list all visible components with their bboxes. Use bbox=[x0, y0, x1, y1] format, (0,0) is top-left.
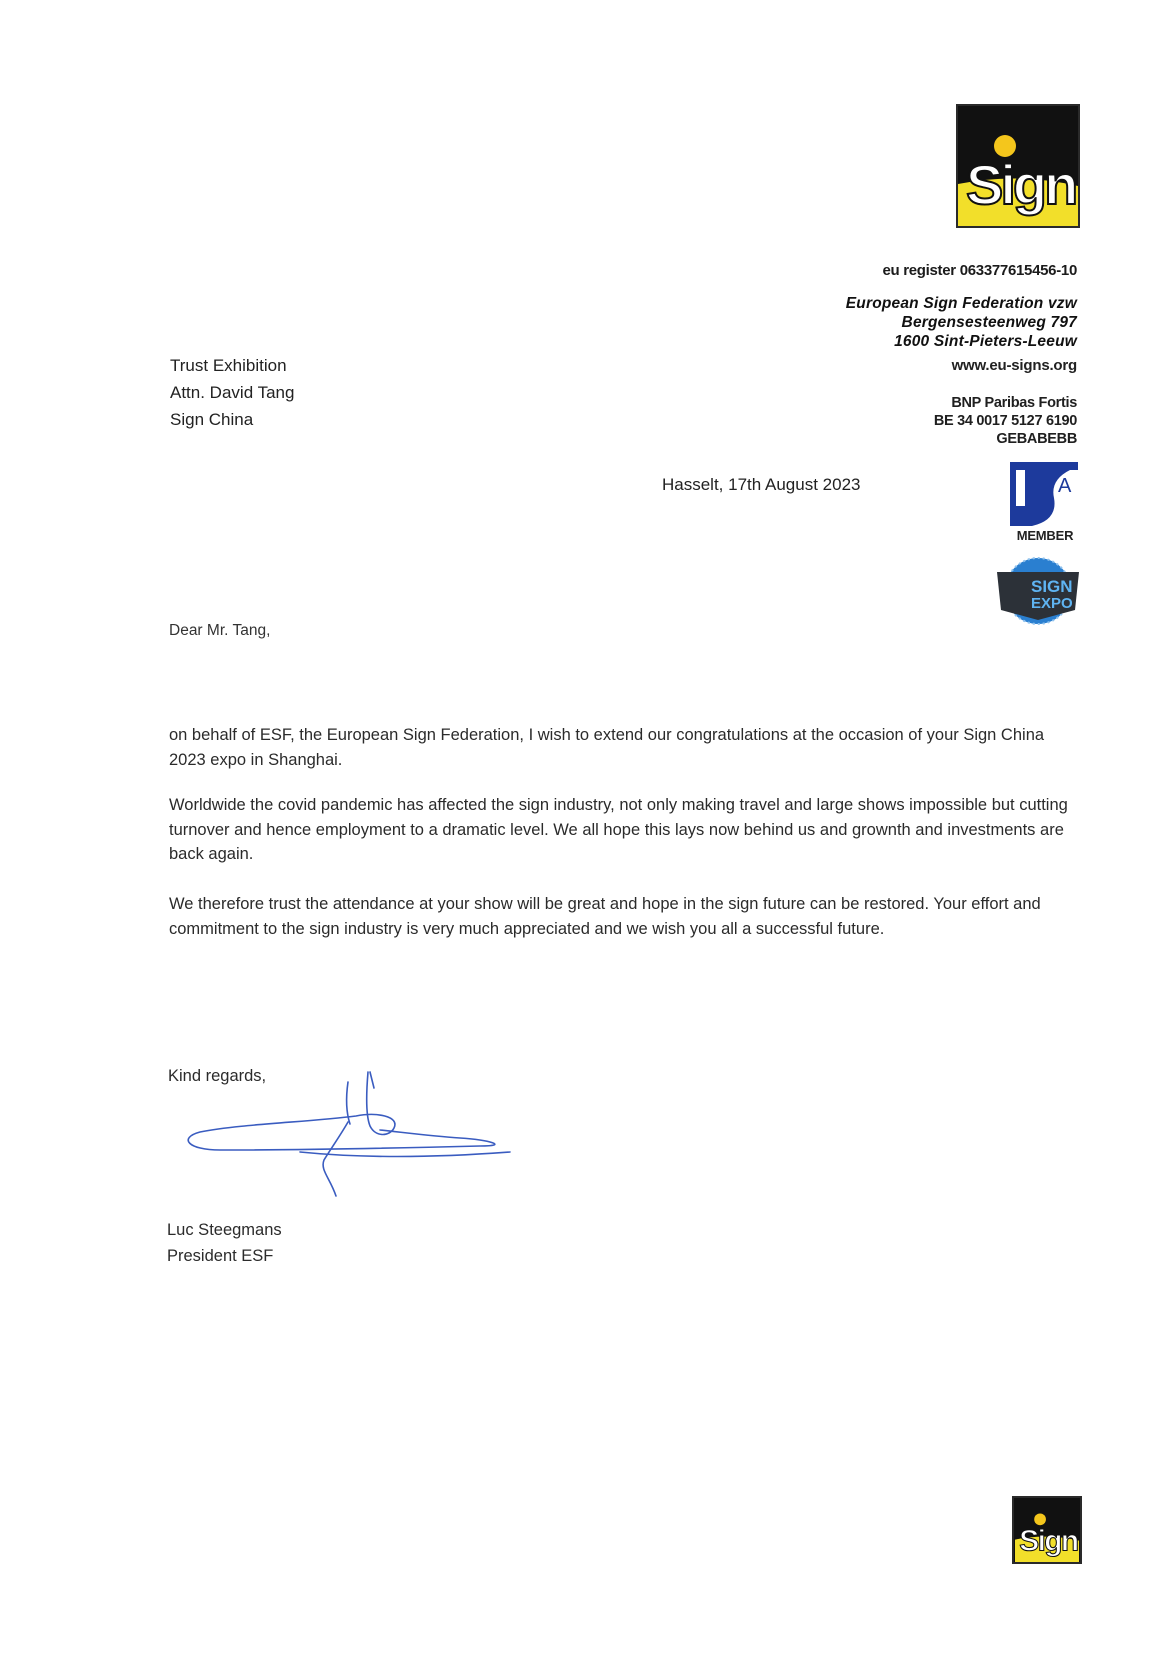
sign-logo-bottom-graphic bbox=[1014, 1498, 1080, 1562]
federation-address bbox=[846, 294, 1077, 351]
isa-letter-a: A bbox=[1058, 475, 1072, 497]
isa-logo bbox=[1010, 462, 1078, 526]
sign-expo-graphic bbox=[995, 556, 1081, 626]
signer-name: Luc Steegmans bbox=[167, 1221, 282, 1239]
recipient-attention: Attn. David Tang bbox=[170, 383, 295, 402]
bank-details bbox=[934, 394, 1077, 448]
recipient-company: Trust Exhibition bbox=[170, 356, 287, 375]
body-paragraph-2: Worldwide the covid pandemic has affected the sign industry, not only making travel and large shows impossible but cutting turnover and hence employment to a dramatic level. We all hope this lays now behind us and grownth and investments are back again. bbox=[169, 796, 1068, 863]
isa-member-label: MEMBER bbox=[1016, 528, 1074, 543]
sign-logo-bottom bbox=[1012, 1496, 1082, 1564]
eu-register: eu register 063377615456-10 bbox=[882, 262, 1077, 279]
recipient-organisation: Sign China bbox=[170, 410, 254, 429]
isa-logo-graphic bbox=[1010, 462, 1078, 526]
bank-bic: GEBABEBB bbox=[996, 431, 1077, 447]
federation-name: European Sign Federation vzw bbox=[845, 295, 1077, 312]
signer-block bbox=[167, 1217, 282, 1269]
signature bbox=[180, 1066, 530, 1216]
salutation: Dear Mr. Tang, bbox=[169, 622, 271, 639]
website-link[interactable]: www.eu-signs.org bbox=[951, 357, 1077, 374]
bank-iban: BE 34 0017 5127 6190 bbox=[933, 413, 1077, 429]
bank-name: BNP Paribas Fortis bbox=[951, 395, 1077, 411]
body-paragraph-1: on behalf of ESF, the European Sign Federation, I wish to extend our congratulations at the occasion of your Sign China 2023 expo in Shanghai. bbox=[169, 726, 1045, 769]
federation-city: 1600 Sint-Pieters-Leeuw bbox=[894, 333, 1077, 350]
sign-expo-text-bottom: EXPO bbox=[1031, 595, 1073, 612]
closing: Kind regards, bbox=[168, 1067, 267, 1085]
sign-logo-text: Sign bbox=[966, 153, 1076, 216]
signature-graphic bbox=[180, 1066, 530, 1216]
sign-logo-graphic bbox=[958, 106, 1078, 226]
sign-logo-top bbox=[956, 104, 1080, 228]
letter-date: Hasselt, 17th August 2023 bbox=[662, 475, 861, 494]
federation-street: Bergensesteenweg 797 bbox=[901, 314, 1077, 331]
signer-title: President ESF bbox=[167, 1247, 274, 1265]
recipient-block bbox=[170, 352, 294, 433]
sign-logo-bottom-text: Sign bbox=[1019, 1524, 1078, 1558]
sign-expo-text-top: SIGN bbox=[1031, 577, 1073, 596]
sign-expo-badge bbox=[995, 556, 1081, 626]
body-paragraph-3: We therefore trust the attendance at your show will be great and hope in the sign future can be restored. Your effort and commitment to the sign industry is very much appreciated and we wish you all a successful future. bbox=[169, 895, 1041, 938]
